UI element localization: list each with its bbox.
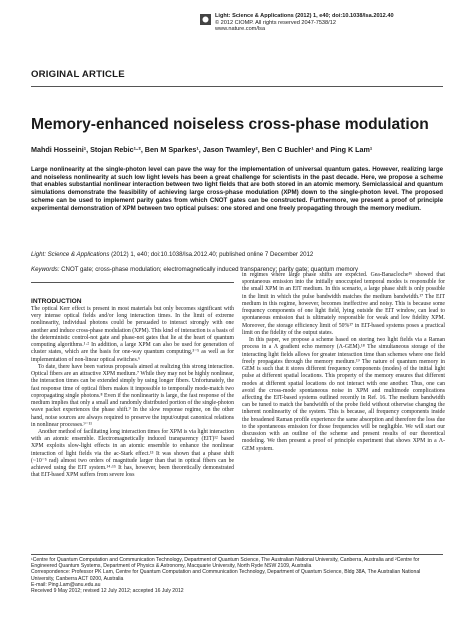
keywords-divider <box>31 282 234 283</box>
paragraph: To date, there have been various proposals aimed at realizing this strong interaction. Optical fibers are an attractive XPM medium.⁷ While they may not be highly nonlinear, the interaction times can be extended simply by using longer fibers. Unfortunately, the fast response time of optical fibers makes it impossible to temporally mode-match two copropagating single photons.⁸ Even if the nonlinearity is large, the fast response of the medium implies that only a small and randomly distributed portion of the single-photon wave packet experiences the phase shift.⁹ In the slow response regime, on the other hand, noise sources are always required to preserve the input/output canonical relations in nonlinear processes.⁹⁻¹¹ <box>31 363 234 428</box>
citation-details: (2012) 1, e40; doi:10.1038/lsa.2012.40; published online 7 December 2012 <box>109 251 314 258</box>
citation-line <box>31 251 443 259</box>
journal-header <box>215 13 470 33</box>
footnote-divider <box>31 554 443 555</box>
paragraph: In this paper, we propose a scheme based on storing two light fields via a Raman process in a Λ gradient echo memory (Λ-GEM).¹⁸ The simultaneous storage of the interacting light fields allows for greater interaction time than schemes where one field freely propagates through the memory medium.¹⁹ The nature of quantum memory in GEM is such that it stores different frequency components (modes) of the initial light pulse at different spatial locations. This property of the memory ensures that different modes at different spatial locations do not interact with one another. Thus, one can avoid the cross-mode spontaneous noise in XPM and multimode complications affecting the EIT-based systems outlined recently in Ref. 16. The medium bandwidth can be tuned to match the bandwidth of the probe field without otherwise changing the inherent nonlinearity of the system. This is because, all frequency components inside the broadened Raman profile experience the same absorption and therefore the loss due to the spontaneous emission for those frequencies will be negligible. We will start our discussion with an outline of the scheme and present results of our theoretical modeling. We then present a proof of principle experiment that shows XPM in a Λ-GEM system. <box>242 337 445 452</box>
paragraph: in regimes where large phase shifts are expected. Gea-Banacloche¹⁶ showed that spontaneous emission into the initially unoccupied temporal modes is responsible for the small XPM in an EIT medium. In this scenario, a large phase shift is only possible in the limit in which the pulse bandwidth matches the medium bandwidth.¹⁷ The EIT medium in this regime, however, becomes ineffective and noisy. This is because some frequency components of one light field, lying outside the EIT window, can lead to spontaneous emission that is ultimately responsible for weak and low fidelity XPM. Moreover, the storage efficiency limit of 50%¹⁷ in EIT-based systems poses a practical limit on the fidelity of the output states. <box>242 272 445 336</box>
correspondence: Correspondence: Professor PK Lam, Centre for Quantum Computation and Communication Technology, Department of Quantum Science, Bldg 38A, The Australian National University, Canberra ACT 0200, Australia <box>31 569 421 582</box>
received-dates: Received 9 May 2012; revised 12 July 2012; accepted 16 July 2012 <box>31 588 184 595</box>
journal-line: Light: Science & Applications (2012) 1, e40; doi:10.1038/lsa.2012.40 <box>215 13 394 19</box>
copyright-line: © 2012 CIOMP. All rights reserved 2047-7538/12 <box>215 19 336 26</box>
right-column <box>242 272 445 453</box>
abstract: Large nonlinearity at the single-photon level can pave the way for the implementation of universal quantum gates. However, realizing large and noiseless nonlinearity at such low light levels has been a great challenge for scientists in the past decade. Here, we propose a scheme that enables substantial nonlinear interaction between two light fields that are both stored in an atomic memory. Semiclassical and quantum simulations demonstrate the feasibility of achieving large cross-phase modulation (XPM) down to the single-photon level. The proposed scheme can be used to implement parity gates from which CNOT gates can be constructed. Furthermore, we present a proof of principle experimental demonstration of XPM between two optical pulses: one stored and one freely propagating through the memory medium. <box>31 166 443 212</box>
section-heading: INTRODUCTION <box>31 298 82 305</box>
email-link[interactable]: E-mail: Ping.Lam@anu.edu.au <box>31 581 101 588</box>
article-type: ORIGINAL ARTICLE <box>31 69 125 80</box>
header-divider <box>31 86 443 87</box>
journal-logo-icon <box>200 14 211 25</box>
citation-journal: Light: Science & Applications <box>31 251 110 258</box>
journal-url-link[interactable]: www.nature.com/lsa <box>215 26 266 33</box>
left-column <box>31 306 234 480</box>
affiliations: ¹Centre for Quantum Computation and Communication Technology, Department of Quantum Science, The Australian National University, Canberra, Australia and ²Centre for Engineered Quantum Systems, Department of Physics & Astronomy, Macquarie University, North Ryde NSW 2109, Australia <box>31 557 420 570</box>
keywords-text: CNOT gate; cross-phase modulation; electromagnetically induced transparency; parity gate; quantum memory <box>59 266 359 273</box>
paragraph: Another method of facilitating long interaction times for XPM is via light interaction with an atomic ensemble. Electromagnetically induced transparency (EIT)¹² based XPM exploits slow-light effects in an atomic ensemble to enhance the nonlinear interaction of light fields via the ac-Stark effect.¹³ It was shown that a phase shift (~10⁻⁵ rad) almost two orders of magnitude larger than that in optical fibers can be achieved using the EIT system.¹⁴·¹⁵ It has, however, been theoretically demonstrated that EIT-based XPM suffers from severe loss <box>31 428 234 479</box>
keywords-label: Keywords: <box>31 266 60 273</box>
footnotes <box>31 557 443 594</box>
article-title: Memory-enhanced noiseless cross-phase modulation <box>31 116 429 133</box>
paragraph: The optical Kerr effect is present in most materials but only becomes significant with very intense optical fields and/or long interaction times. In the limit of extreme nonlinearity, individual photons could be persuaded to interact strongly with one another and induce cross-phase modulation (XPM). This kind of interaction is a basis of the deterministic control-not gate and phase-not gates that lie at the heart of quantum computing algorithms.¹·² In addition, a large XPM can also be used for generation of cluster states, which are the basis for one-way quantum computing,³⁻⁵ as well as for implementation of non-linear optical switches.⁶ <box>31 306 234 363</box>
author-list: Mahdi Hosseini¹, Stojan Rebic¹·², Ben M Sparkes¹, Jason Twamley², Ben C Buchler¹ and Ping K Lam¹ <box>31 145 373 154</box>
